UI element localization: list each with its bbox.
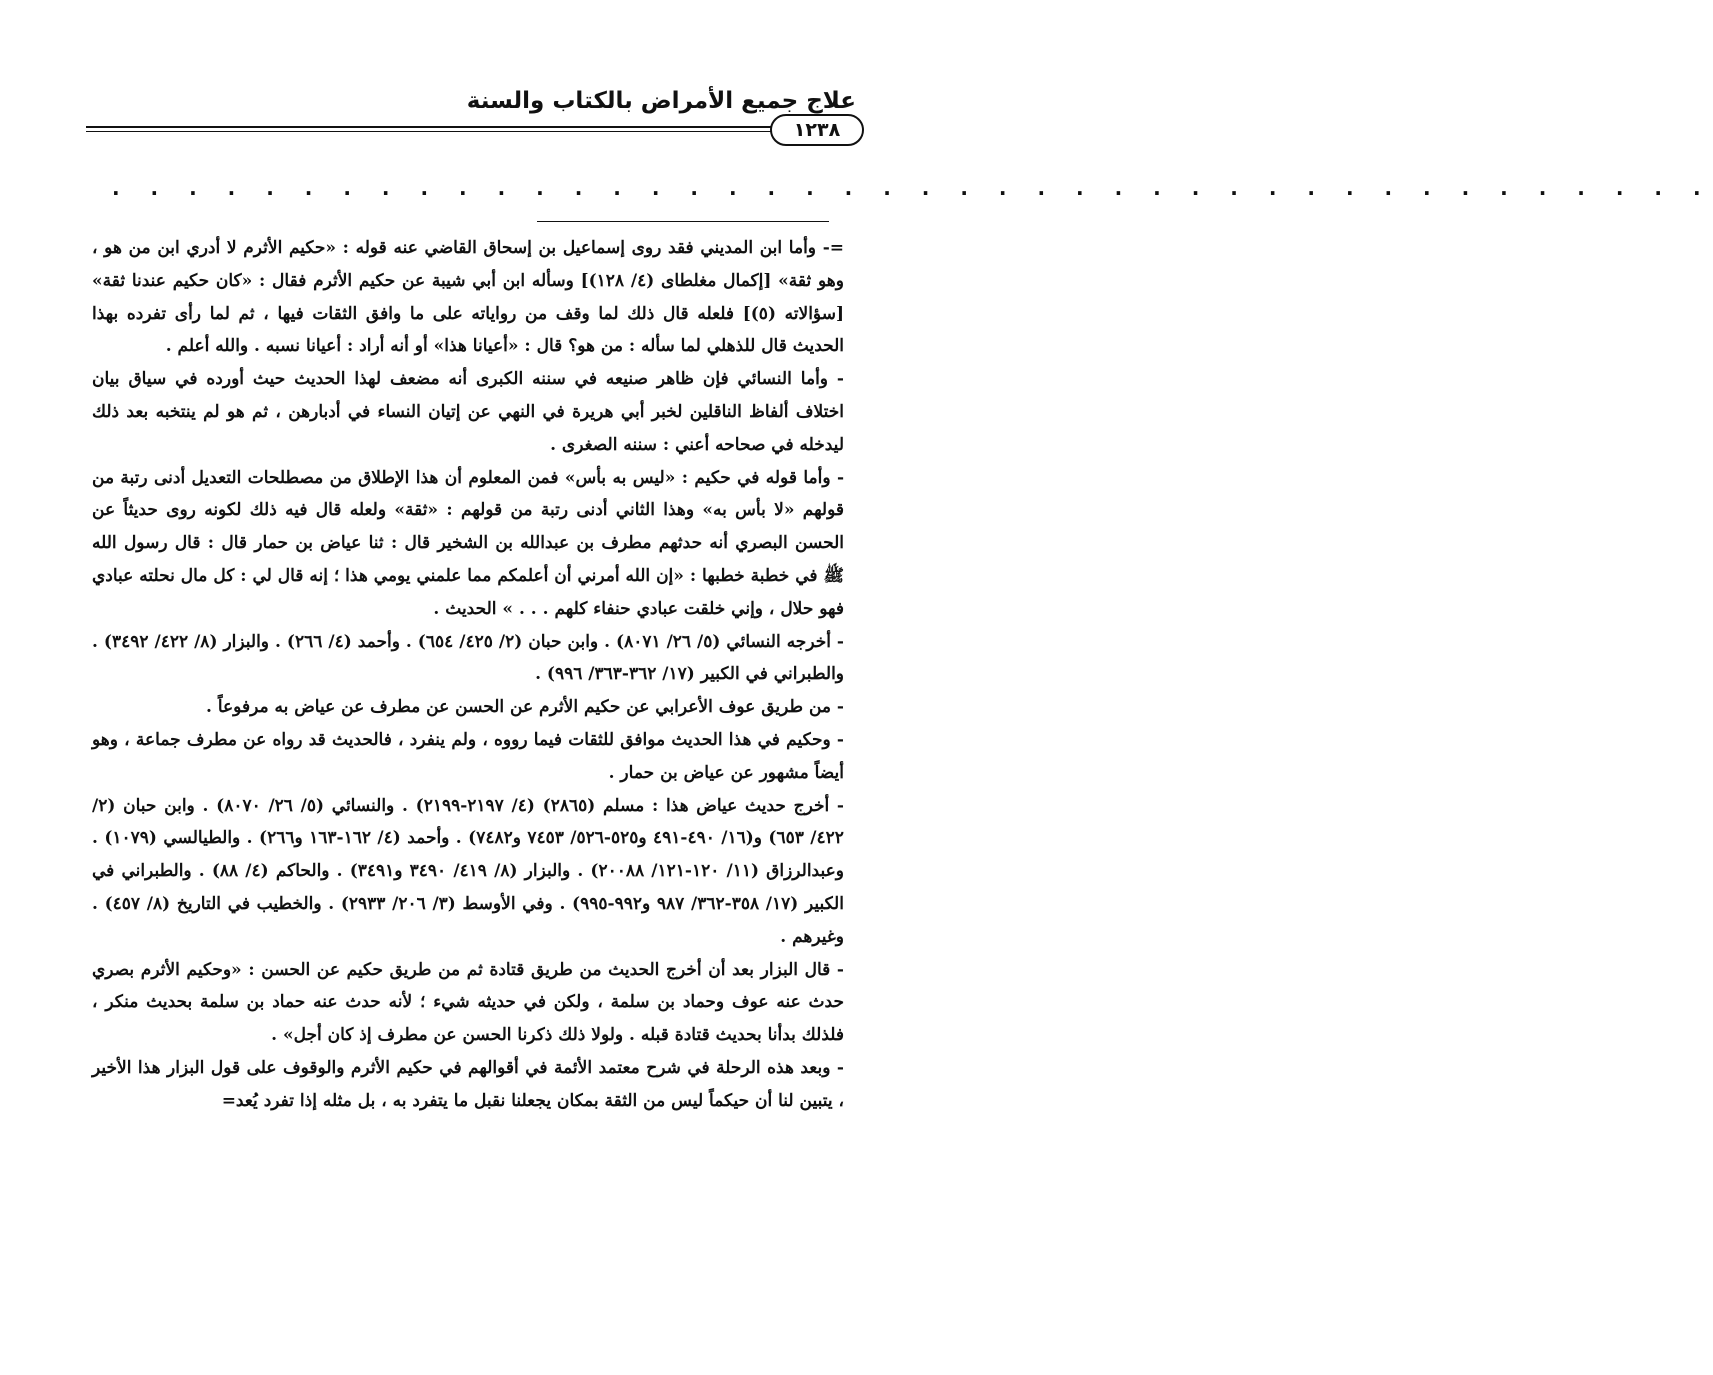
footnote-text <box>92 232 844 1118</box>
book-title: علاج جميع الأمراض بالكتاب والسنة <box>466 88 856 114</box>
paragraph: - أخرج حديث عياض هذا : مسلم (٢٨٦٥) (٤/ ٢١٩٧-٢١٩٩) . والنسائي (٥/ ٢٦/ ٨٠٧٠) . وابن حبان (٢/ ٤٢٢/ ٦٥٣) و(١٦/ ٤٩٠-٤٩١ و٥٢٥-٥٢٦/ ٧٤٥٣ و٧٤٨٢) . وأحمد (٤/ ١٦٢-١٦٣ و٢٦٦) . والطيالسي (١٠٧٩) . وعبدالرزاق (١١/ ١٢٠-١٢١/ ٢٠٠٨٨) . والبزار (٨/ ٤١٩/ ٣٤٩٠ و٣٤٩١) . والحاكم (٤/ ٨٨) . والطبراني في الكبير (١٧/ ٣٥٨-٣٦٢/ ٩٨٧ و٩٩٢-٩٩٥) . وفي الأوسط (٣/ ٢٠٦/ ٢٩٣٣) . والخطيب في التاريخ (٨/ ٤٥٧) . وغيرهم . <box>92 795 844 947</box>
paragraph: =- وأما ابن المديني فقد روى إسماعيل بن إسحاق القاضي عنه قوله : «حكيم الأثرم لا أدري ابن من هو ، وهو ثقة» [إكمال مغلطاى (٤/ ١٢٨)] وسأله ابن أبي شيبة عن حكيم الأثرم فقال : «كان حكيم عندنا ثقة» [سؤالاته (٥)] فلعله قال ذلك لما وقف من رواياته على ما وافق الثقات فيها ، ثم لما رأى تفرده بهذا الحديث قال للذهلي لما سأله : من هو؟ قال : «أعيانا هذا» أو أنه أراد : أعيانا نسبه . والله أعلم . <box>92 238 844 357</box>
paragraph: - وأما النسائي فإن ظاهر صنيعه في سننه الكبرى أنه مضعف لهذا الحديث حيث أورده في سياق بيان اختلاف ألفاظ الناقلين لخبر أبي هريرة في النهي عن إتيان النساء في أدبارهن ، ثم هو لم ينتخبه بعد ذلك ليدخله في صحاحه أعني : سننه الصغرى . <box>92 369 844 455</box>
dotted-separator: . . . . . . . . . . . . . . . . . . . . . . . . . . . . . . . . . . . . . . . . . . <box>112 176 1713 200</box>
paragraph: - قال البزار بعد أن أخرج الحديث من طريق قتادة ثم من طريق حكيم عن الحسن : «وحكيم الأثرم بصري حدث عنه عوف وحماد بن سلمة ، ولكن في حديثه شيء ؛ لأنه حدث عنه حماد بن سلمة بحديث منكر ، فلذلك بدأنا بحديث قتادة قبله . ولولا ذلك ذكرنا الحسن عن مطرف إذ كان أجل» . <box>92 959 844 1046</box>
header-rule <box>86 126 772 132</box>
footnote-rule <box>537 221 829 222</box>
page-header <box>86 88 864 146</box>
page-number: ١٢٣٨ <box>770 114 864 146</box>
paragraph: - وأما قوله في حكيم : «ليس به بأس» فمن المعلوم أن هذا الإطلاق من مصطلحات التعديل أدنى رتبة من قولهم «لا بأس به» وهذا الثاني أدنى رتبة من قولهم : «ثقة» ولعله قال فيه ذلك لكونه روى حديثاً عن الحسن البصري أنه حدثهم مطرف بن عبدالله بن الشخير قال : ثنا عياض بن حمار قال : قال رسول الله ﷺ في خطبة خطبها : «إن الله أمرني أن أعلمكم مما علمني يومي هذا ؛ إنه قال لي : كل مال نحلته عبادي فهو حلال ، وإني خلقت عبادي حنفاء كلهم . . . » الحديث . <box>92 467 844 619</box>
paragraph: - من طريق عوف الأعرابي عن حكيم الأثرم عن الحسن عن مطرف عن عياض به مرفوعاً . <box>206 697 844 718</box>
paragraph: - أخرجه النسائي (٥/ ٢٦/ ٨٠٧١) . وابن حبان (٢/ ٤٢٥/ ٦٥٤) . وأحمد (٤/ ٢٦٦) . والبزار (٨/ ٤٢٢/ ٣٤٩٢) . والطبراني في الكبير (١٧/ ٣٦٢-٣٦٣/ ٩٩٦) . <box>92 631 844 685</box>
paragraph: - وحكيم في هذا الحديث موافق للثقات فيما رووه ، ولم ينفرد ، فالحديث قد رواه عن مطرف جماعة ، وهو أيضاً مشهور عن عياض بن حمار . <box>92 729 844 783</box>
paragraph: - وبعد هذه الرحلة في شرح معتمد الأئمة في أقوالهم في حكيم الأثرم والوقوف على قول البزار هذا الأخير ، يتبين لنا أن حيكماً ليس من الثقة بمكان يجعلنا نقبل ما يتفرد به ، بل مثله إذا تفرد يُعد= <box>92 1057 844 1111</box>
